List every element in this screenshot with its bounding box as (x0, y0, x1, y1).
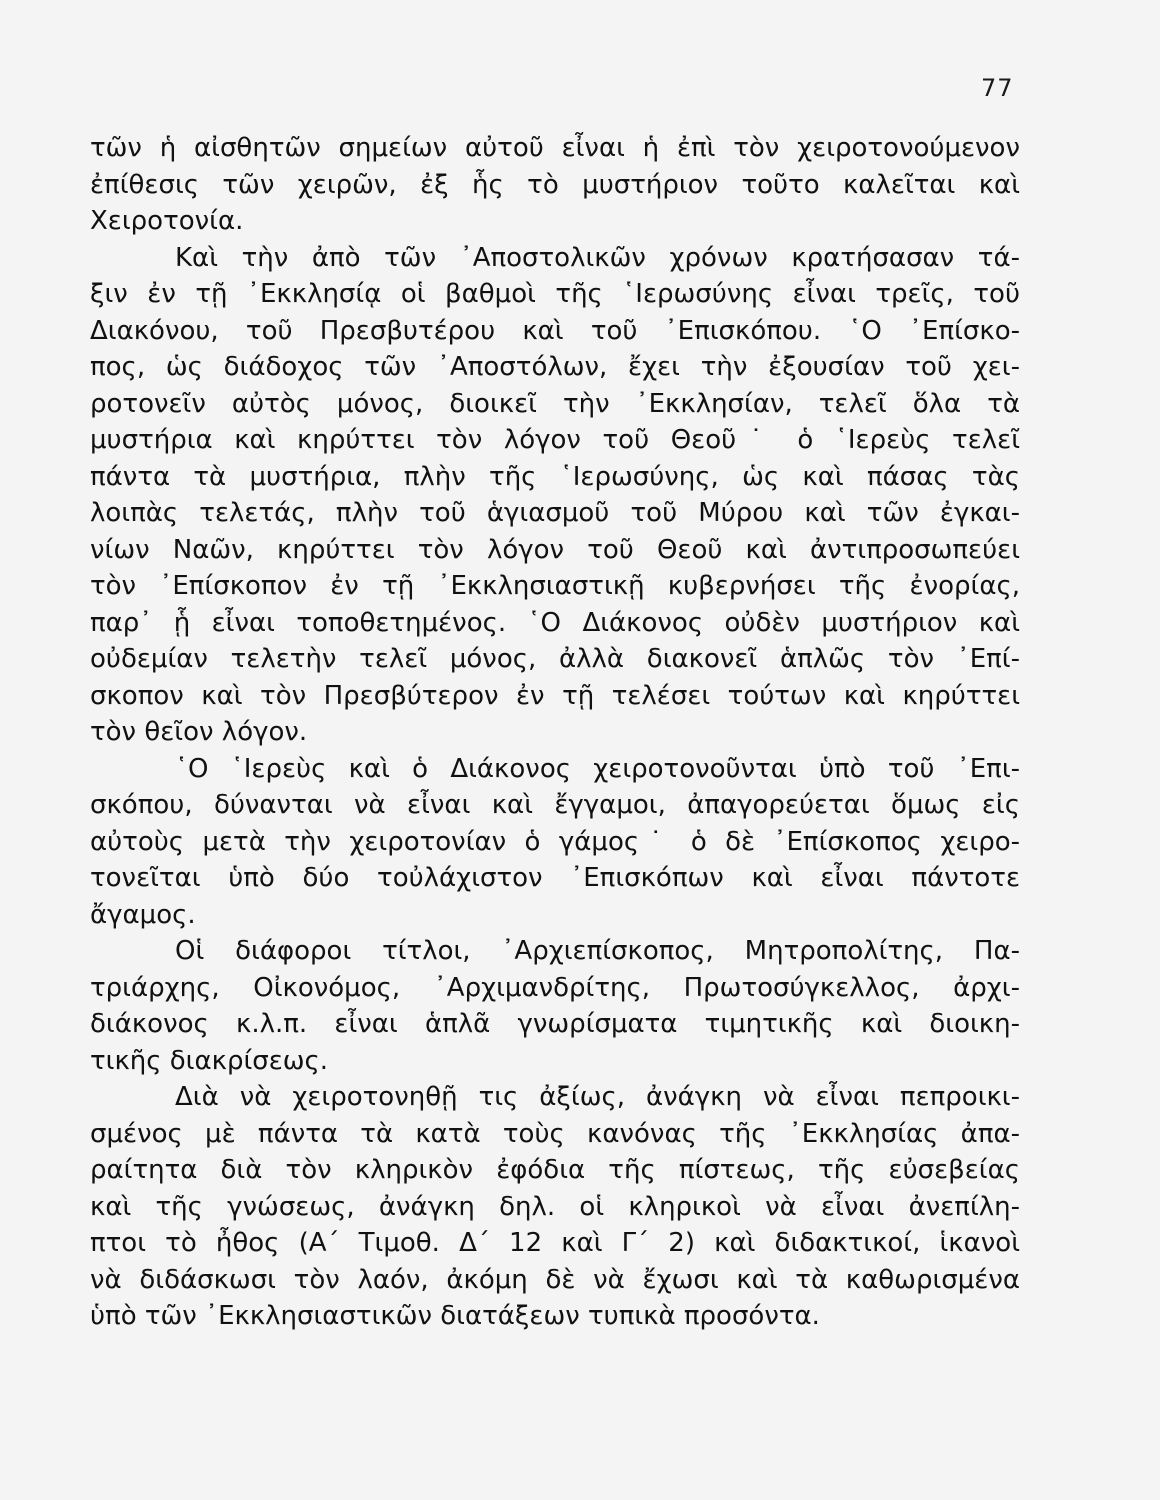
text-line: σκοπον καὶ τὸν Πρεσβύτερον ἐν τῇ τελέσει τούτων καὶ κηρύττει (90, 680, 1020, 711)
text-line: τικῆς διακρίσεως. (90, 1045, 329, 1076)
text-line: τονεῖται ὑπὸ δύο τοὐλάχιστον ᾿Επισκόπων καὶ εἶναι πάντοτε (90, 863, 1020, 893)
text-line: πτοι τὸ ἦθος (Α΄ Τιμοθ. Δ΄ 12 καὶ Γ΄ 2) καὶ διδακτικοί, ἱκανοὶ (90, 1228, 1020, 1258)
text-line: Οἱ διάφοροι τίτλοι, ᾿Αρχιεπίσκοπος, Μητροπολίτης, Πα- (175, 936, 1020, 966)
text-line: ῾Ο ῾Ιερεὺς καὶ ὁ Διάκονος χειροτονοῦνται ὑπὸ τοῦ ᾿Επι- (175, 753, 1020, 784)
text-line: οὐδεμίαν τελετὴν τελεῖ μόνος, ἀλλὰ διακονεῖ ἁπλῶς τὸν ᾿Επί- (90, 644, 1020, 674)
text-line: τὸν ᾿Επίσκοπον ἐν τῇ ᾿Εκκλησιαστικῇ κυβερνήσει τῆς ἐνορίας, (90, 571, 1020, 601)
text-line: ἐπίθεσις τῶν χειρῶν, ἐξ ἧς τὸ μυστήριον τοῦτο καλεῖται καὶ (90, 169, 1020, 200)
text-line: σμένος μὲ πάντα τὰ κατὰ τοὺς κανόνας τῆς ᾿Εκκλησίας ἀπα- (90, 1118, 1020, 1149)
body-text (90, 130, 1020, 1335)
text-line: καὶ τῆς γνώσεως, ἀνάγκη δηλ. οἱ κληρικοὶ νὰ εἶναι ἀνεπίλη- (90, 1191, 1020, 1222)
text-line: τριάρχης, Οἰκονόμος, ᾿Αρχιμανδρίτης, Πρωτοσύγκελλος, ἀρχι- (90, 972, 1020, 1003)
text-line: νίων Ναῶν, κηρύττει τὸν λόγον τοῦ Θεοῦ καὶ ἀντιπροσωπεύει (90, 534, 1020, 565)
text-line: διάκονος κ.λ.π. εἶναι ἁπλᾶ γνωρίσματα τιμητικῆς καὶ διοικη- (90, 1009, 1020, 1039)
text-line: ραίτητα διὰ τὸν κληρικὸν ἐφόδια τῆς πίστεως, τῆς εὐσεβείας (90, 1155, 1020, 1185)
text-line: ροτονεῖν αὐτὸς μόνος, διοικεῖ τὴν ᾿Εκκλησίαν, τελεῖ ὅλα τὰ (90, 388, 1020, 419)
text-line: Χειροτονία. (90, 206, 244, 236)
text-line: Καὶ τὴν ἀπὸ τῶν ᾿Αποστολικῶν χρόνων κρατήσασαν τά- (175, 242, 1020, 273)
text-line: μυστήρια καὶ κηρύττει τὸν λόγον τοῦ Θεοῦ˙ ὁ ῾Ιερεὺς τελεῖ (90, 425, 1020, 455)
text-line: τὸν θεῖον λόγον. (90, 717, 308, 747)
text-line: Διακόνου, τοῦ Πρεσβυτέρου καὶ τοῦ ᾿Επισκόπου. ῾Ο ᾿Επίσκο- (90, 315, 1020, 346)
text-line: Διὰ νὰ χειροτονηθῇ τις ἀξίως, ἀνάγκη νὰ εἶναι πεπροικι- (175, 1082, 1020, 1112)
page-number: 77 (981, 74, 1014, 102)
text-line: ξιν ἐν τῇ ᾿Εκκλησίᾳ οἱ βαθμοὶ τῆς ῾Ιερωσύνης εἶναι τρεῖς, τοῦ (90, 279, 1020, 309)
text-line: νὰ διδάσκωσι τὸν λαόν, ἀκόμη δὲ νὰ ἔχωσι καὶ τὰ καθωρισμένα (90, 1264, 1020, 1295)
text-line: τῶν ἡ αἰσθητῶν σημείων αὐτοῦ εἶναι ἡ ἐπὶ τὸν χειροτονούμενον (90, 133, 1020, 163)
text-line: ἄγαμος. (90, 899, 196, 930)
text-line: πος, ὡς διάδοχος τῶν ᾿Αποστόλων, ἔχει τὴν ἐξουσίαν τοῦ χει- (90, 352, 1020, 382)
text-line: παρ᾿ ᾗ εἶναι τοποθετημένος. ῾Ο Διάκονος οὐδὲν μυστήριον καὶ (90, 607, 1020, 638)
text-line: ὑπὸ τῶν ᾿Εκκλησιαστικῶν διατάξεων τυπικὰ προσόντα. (90, 1301, 820, 1331)
text-line: λοιπὰς τελετάς, πλὴν τοῦ ἁγιασμοῦ τοῦ Μύρου καὶ τῶν ἐγκαι- (90, 498, 1020, 528)
text-line: πάντα τὰ μυστήρια, πλὴν τῆς ῾Ιερωσύνης, ὡς καὶ πάσας τὰς (90, 461, 1020, 492)
text-line: σκόπου, δύνανται νὰ εἶναι καὶ ἔγγαμοι, ἀπαγορεύεται ὅμως εἰς (90, 790, 1020, 820)
text-line: αὐτοὺς μετὰ τὴν χειροτονίαν ὁ γάμος˙ ὁ δὲ ᾿Επίσκοπος χειρο- (90, 826, 1020, 857)
